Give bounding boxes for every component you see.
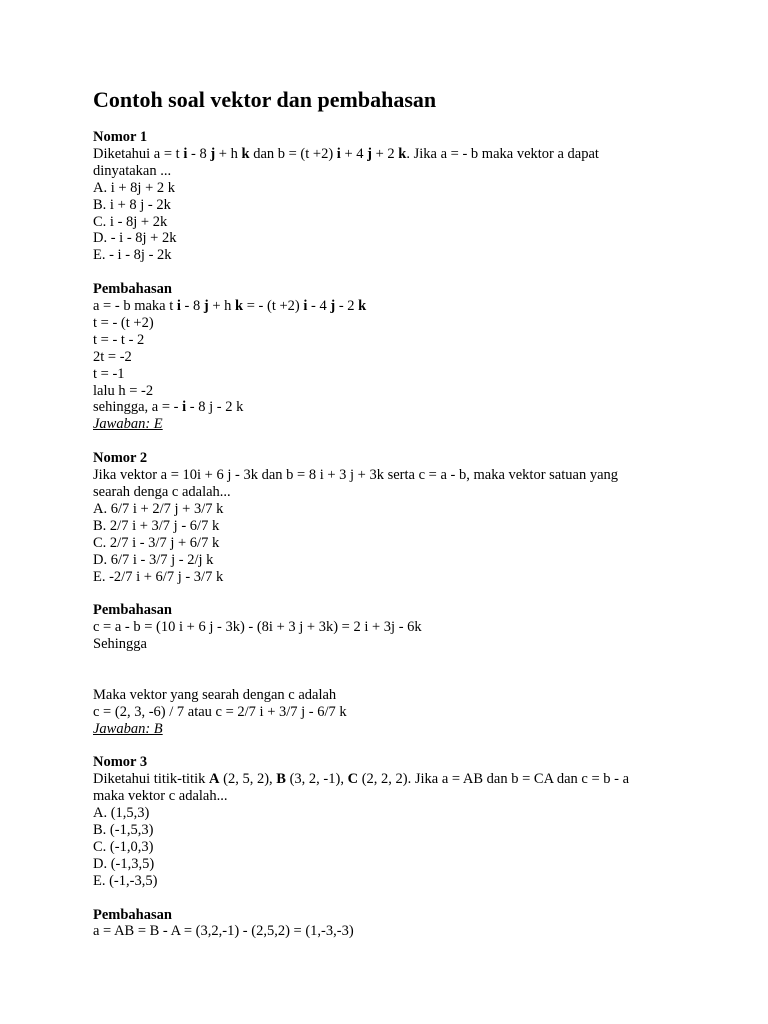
text-segment: D. (-1,3,5) — [93, 855, 155, 872]
blank-line — [93, 264, 683, 281]
text-line — [93, 687, 683, 704]
text-segment: Pembahasan — [93, 602, 172, 619]
text-segment: Pembahasan — [93, 281, 172, 298]
text-segment: Diketahui a = t — [93, 145, 184, 162]
section-heading — [93, 450, 683, 467]
text-segment: t = - t - 2 — [93, 331, 145, 348]
text-segment: D. - i - 8j + 2k — [93, 230, 177, 247]
text-line — [93, 619, 683, 636]
section-heading — [93, 907, 683, 924]
text-segment: = - (t +2) — [243, 298, 304, 315]
text-segment: Nomor 1 — [93, 129, 148, 145]
text-line — [93, 822, 683, 839]
blank-line — [93, 433, 683, 450]
bold-symbol: k — [358, 298, 367, 315]
bold-symbol: i — [183, 145, 188, 162]
text-line — [93, 501, 683, 518]
document-page — [93, 86, 683, 940]
text-segment: D. 6/7 i - 3/7 j - 2/j k — [93, 551, 214, 568]
text-line — [93, 298, 683, 315]
bold-symbol: C — [347, 771, 359, 788]
text-segment: - 8 — [187, 145, 211, 162]
text-segment: Pembahasan — [93, 906, 172, 923]
text-segment: (2, 5, 2), — [219, 771, 277, 788]
bold-symbol: j — [210, 145, 216, 162]
blank-line — [93, 670, 683, 687]
text-segment: B. i + 8 j - 2k — [93, 196, 171, 213]
answer-line — [93, 416, 683, 433]
text-segment: Jawaban: E — [93, 416, 163, 433]
text-line — [93, 704, 683, 721]
text-line — [93, 923, 683, 940]
text-segment: C. (-1,0,3) — [93, 838, 154, 855]
blank-line — [93, 738, 683, 755]
text-line — [93, 332, 683, 349]
text-line — [93, 146, 683, 163]
text-segment: t = - (t +2) — [93, 314, 154, 331]
text-line — [93, 873, 683, 890]
text-segment: + h — [215, 145, 242, 162]
text-segment: B. (-1,5,3) — [93, 822, 154, 839]
text-segment: + 2 — [371, 145, 399, 162]
text-line — [93, 636, 683, 653]
bold-symbol: i — [182, 399, 187, 416]
text-line — [93, 856, 683, 873]
text-line — [93, 552, 683, 569]
text-segment: sehingga, a = - — [93, 399, 183, 416]
text-segment: Jawaban: B — [93, 720, 163, 737]
text-segment: B. 2/7 i + 3/7 j - 6/7 k — [93, 517, 220, 534]
answer-line — [93, 721, 683, 738]
bold-symbol: j — [203, 298, 209, 315]
text-segment: C. 2/7 i - 3/7 j + 6/7 k — [93, 534, 220, 551]
text-line — [93, 535, 683, 552]
text-segment: (2, 2, 2). Jika a = AB dan b = CA dan c = b - a — [358, 771, 630, 788]
text-segment: Sehingga — [93, 636, 147, 653]
text-segment: lalu h = -2 — [93, 382, 154, 399]
text-line — [93, 230, 683, 247]
bold-symbol: B — [276, 771, 286, 788]
text-segment: Jika vektor a = 10i + 6 j - 3k dan b = 8 i + 3 j + 3k serta c = a - b, maka vektor satuan yang — [93, 467, 619, 484]
bold-symbol: i — [176, 298, 181, 315]
text-segment: A. (1,5,3) — [93, 805, 150, 822]
text-line — [93, 771, 683, 788]
text-segment: c = a - b = (10 i + 6 j - 3k) - (8i + 3 j + 3k) = 2 i + 3j - 6k — [93, 619, 422, 636]
text-segment: C. i - 8j + 2k — [93, 213, 168, 230]
text-segment: dinyatakan ... — [93, 162, 172, 179]
text-line — [93, 180, 683, 197]
bold-symbol: i — [336, 145, 341, 162]
text-segment: searah denga c adalah... — [93, 484, 231, 500]
text-segment: Diketahui titik-titik — [93, 771, 209, 788]
text-line — [93, 366, 683, 383]
blank-line — [93, 585, 683, 602]
text-segment: A. 6/7 i + 2/7 j + 3/7 k — [93, 500, 224, 517]
section-heading — [93, 129, 683, 146]
section-heading — [93, 754, 683, 771]
text-line — [93, 805, 683, 822]
text-segment: + 4 — [340, 145, 368, 162]
text-segment: - 8 — [180, 298, 204, 315]
text-segment: Nomor 3 — [93, 754, 148, 771]
text-line — [93, 569, 683, 586]
text-segment: E. - i - 8j - 2k — [93, 247, 172, 264]
text-segment: A. i + 8j + 2 k — [93, 179, 176, 196]
text-segment: maka vektor c adalah... — [93, 788, 228, 805]
text-line — [93, 163, 683, 180]
text-segment: . Jika a = - b maka vektor a dapat — [406, 145, 599, 162]
text-segment: dan b = (t +2) — [249, 145, 337, 162]
text-segment: 2t = -2 — [93, 348, 132, 365]
text-segment: a = AB = B - A = (3,2,-1) - (2,5,2) = (1,-3,-3) — [93, 923, 354, 940]
document-body — [93, 129, 683, 940]
text-line — [93, 349, 683, 366]
page-title: Contoh soal vektor dan pembahasan — [93, 87, 437, 112]
text-line — [93, 315, 683, 332]
text-segment: E. (-1,-3,5) — [93, 872, 158, 889]
text-line — [93, 383, 683, 400]
text-segment: a = - b maka t — [93, 298, 177, 315]
text-segment: t = -1 — [93, 365, 125, 382]
text-segment: E. -2/7 i + 6/7 j - 3/7 k — [93, 568, 224, 585]
text-segment: (3, 2, -1), — [285, 771, 348, 788]
bold-symbol: i — [303, 298, 308, 315]
bold-symbol: k — [241, 145, 250, 162]
bold-symbol: A — [209, 771, 220, 788]
text-line — [93, 467, 683, 484]
text-segment: + h — [208, 298, 236, 315]
text-segment: Nomor 2 — [93, 450, 148, 467]
section-heading — [93, 281, 683, 298]
text-segment: - 2 — [335, 298, 359, 315]
text-line — [93, 399, 683, 416]
bold-symbol: k — [235, 298, 244, 315]
text-line — [93, 484, 683, 501]
text-segment: Maka vektor yang searah dengan c adalah — [93, 686, 337, 703]
text-line — [93, 518, 683, 535]
blank-line — [93, 890, 683, 907]
text-segment: c = (2, 3, -6) / 7 atau c = 2/7 i + 3/7 j - 6/7 k — [93, 703, 347, 720]
text-line — [93, 214, 683, 231]
text-line — [93, 839, 683, 856]
text-line — [93, 788, 683, 805]
bold-symbol: j — [367, 145, 372, 162]
text-line — [93, 197, 683, 214]
section-heading — [93, 602, 683, 619]
bold-symbol: k — [398, 145, 407, 162]
text-segment: - 8 j - 2 k — [186, 399, 244, 416]
text-line — [93, 247, 683, 264]
bold-symbol: j — [330, 298, 336, 315]
text-segment: - 4 — [307, 298, 331, 315]
blank-line — [93, 653, 683, 670]
